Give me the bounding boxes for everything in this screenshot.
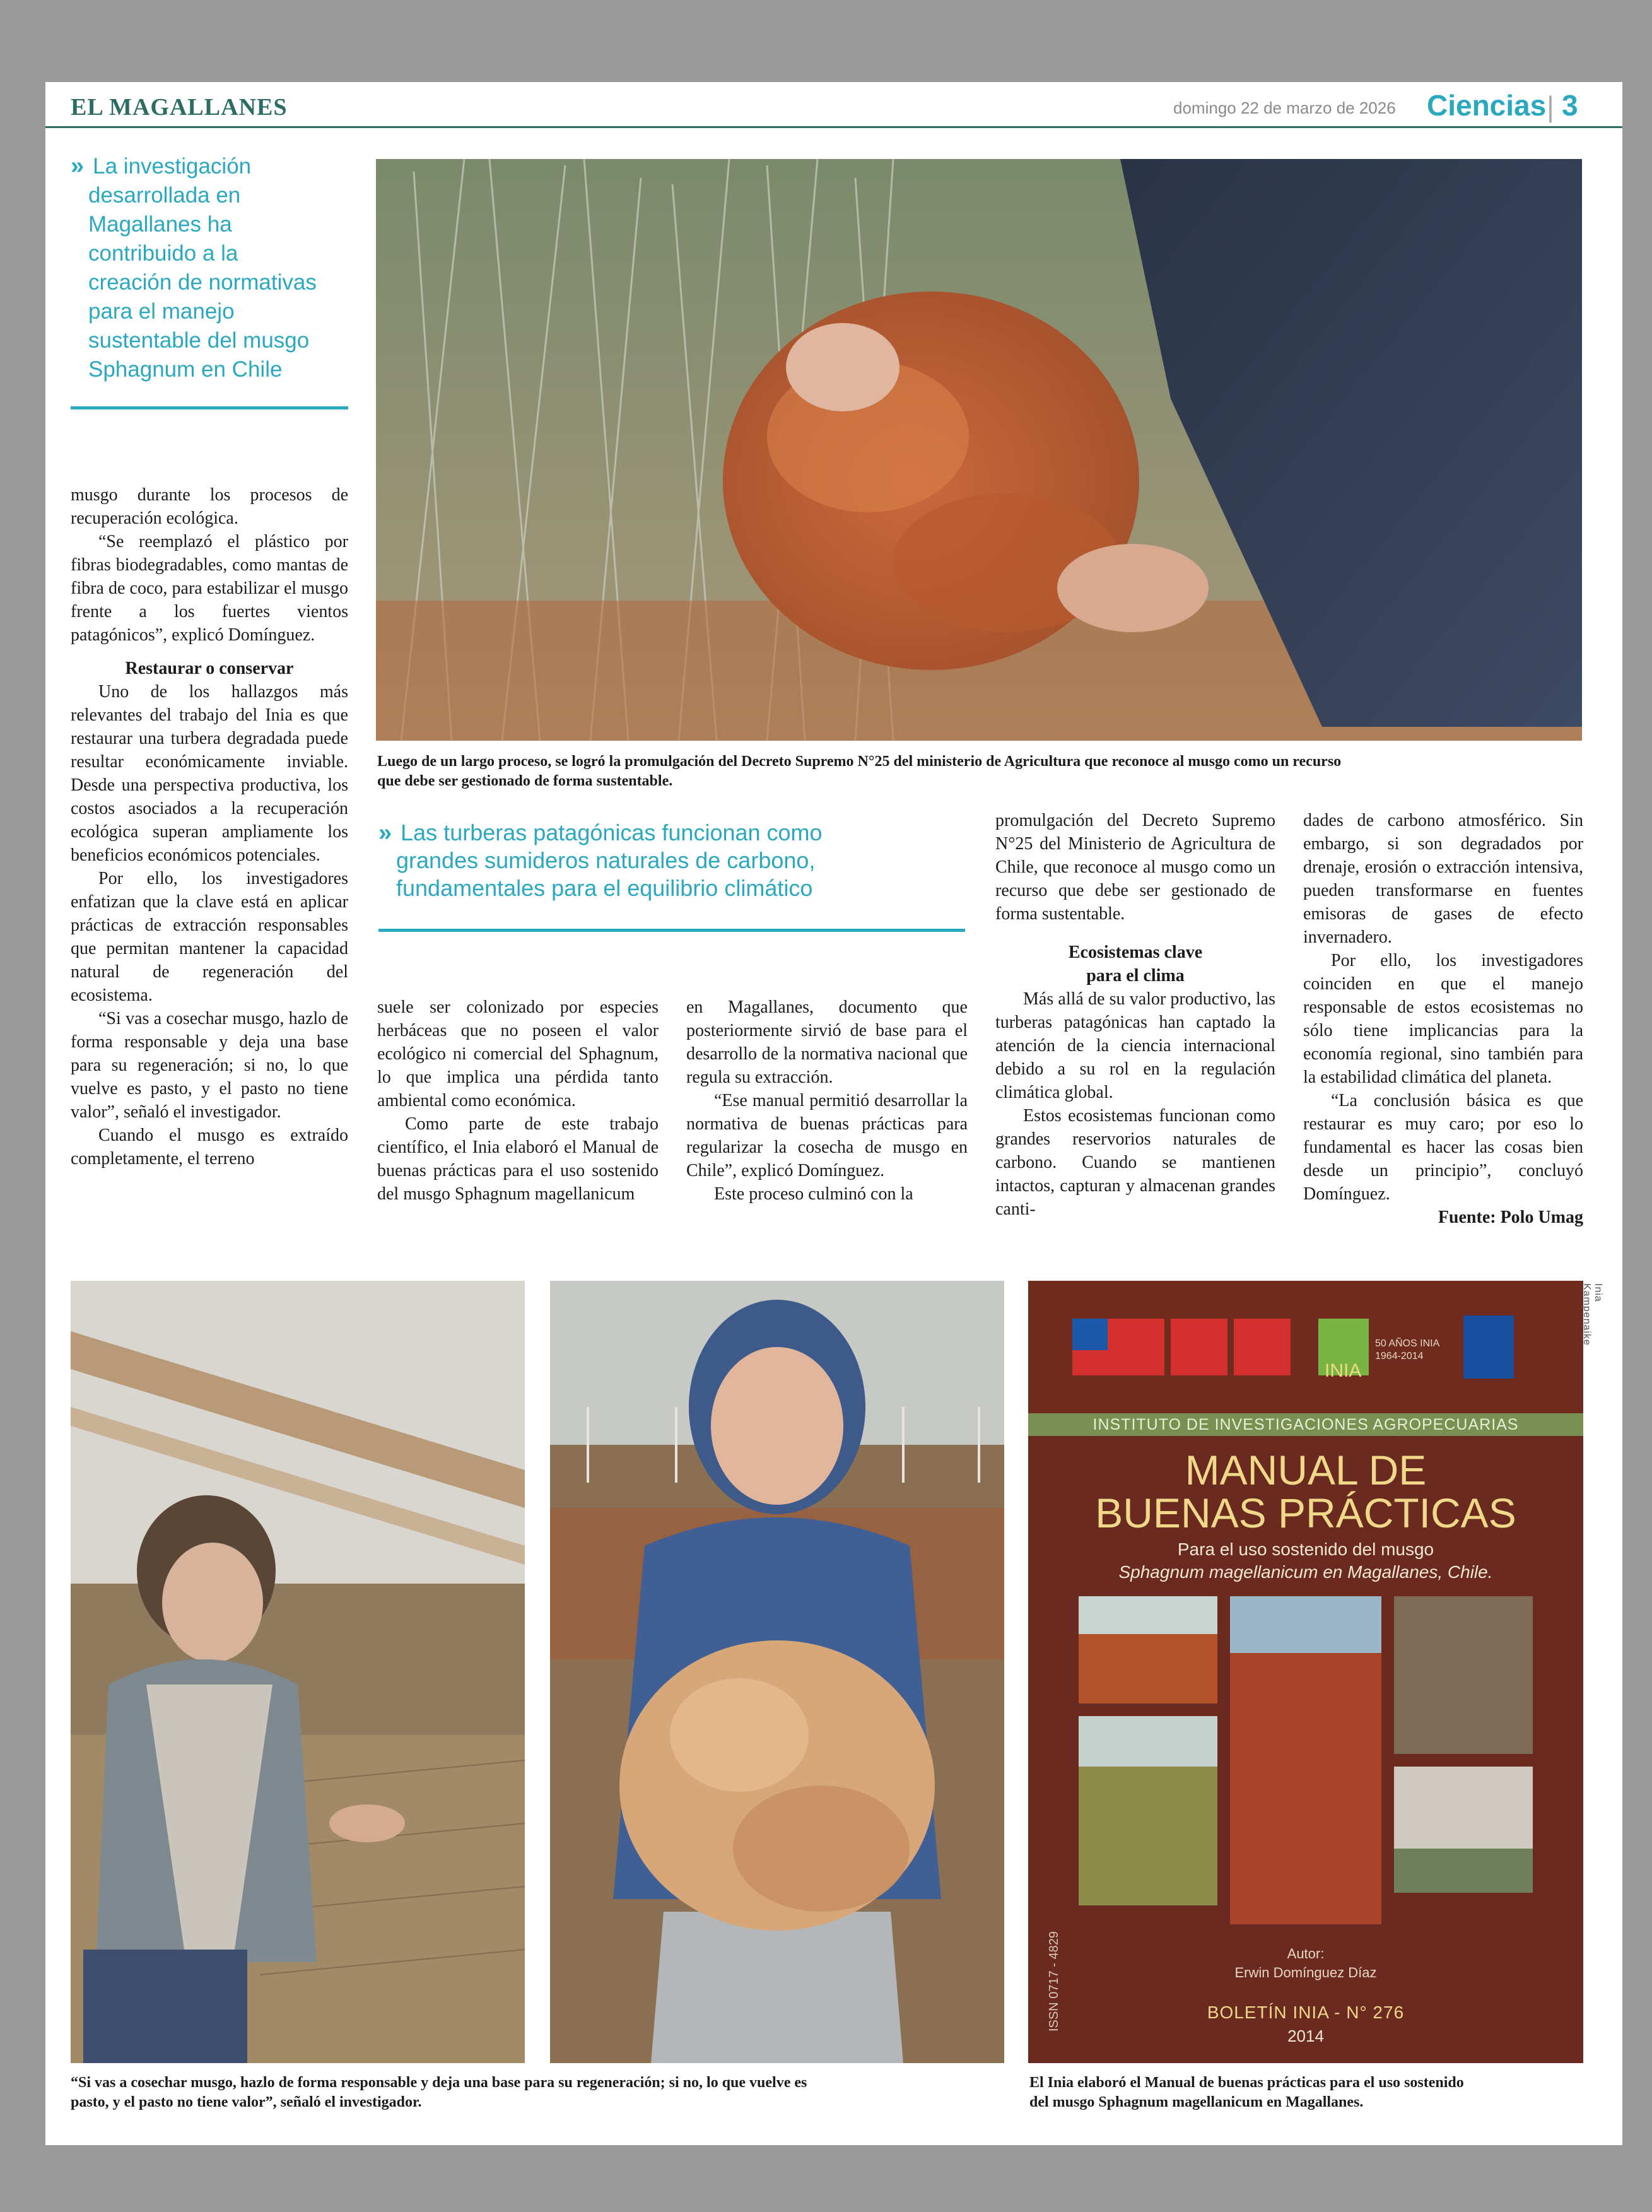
photo-child-holding-moss [550,1281,1004,2063]
header-divider: | [1547,90,1554,123]
pullquote-2-rule [378,929,965,932]
subheading-ecosistemas: para el clima [1086,966,1185,985]
paragraph: Uno de los hallazgos más relevantes del trabajo del Inia es que restaurar una turbera degradada puede resultar económicamente inviable. Desde una perspectiva productiva, los costos asociados a la recuperación ecológica superan ampliamente los beneficios económicos potenciales. [71,682,348,865]
cover-bulletin: BOLETÍN INIA - N° 276 [1207,2003,1405,2022]
caption-manual-cover [1029,2073,1585,2112]
pullquote-line: fundamentales para el equilibrio climático [396,875,813,901]
pullquote-line: Sphagnum en Chile [88,357,283,382]
header-rule [45,126,1622,128]
source-credit: Fuente: Polo Umag [1438,1208,1583,1227]
paragraph: suele ser colonizado por especies herbáceas que no poseen el valor ecológico ni comercial del Sphagnum, lo que implica una pérdida tanto ambiental como económica. [377,997,659,1110]
pullquote-line: desarrollada en [88,183,241,208]
paragraph: dades de carbono atmosférico. Sin embargo, si son degradados por drenaje, erosión o extracción intensiva, pueden transformarse en fuentes emisoras de gases de efecto invernadero. [1303,811,1583,947]
inia-logo-text: INIA [1325,1360,1362,1381]
subheading-restaurar: Restaurar o conservar [125,659,294,678]
anniversary-note: 50 AÑOS INIA 1964-2014 [1375,1338,1439,1362]
manual-cover [1028,1281,1583,2063]
pullquote-line: Las turberas patagónicas funcionan como [401,820,823,845]
pullquote-line: La investigación [93,154,252,179]
paragraph: Por ello, los investigadores coinciden en que el manejo responsable de estos ecosistemas no sólo tiene implicancias para la economía regional, sino también para la estabilidad climática del planeta. [1303,951,1583,1087]
pullquote-line: grandes sumideros naturales de carbono, [396,847,816,873]
cover-subtitle-1: Para el uso sostenido del musgo [1177,1539,1434,1559]
masthead: EL MAGALLANES [71,94,288,121]
paragraph: Como parte de este trabajo científico, el Inia elaboró el Manual de buenas prácticas para el uso sostenido del musgo Sphagnum magellanicum [377,1114,659,1204]
column-2 [377,996,659,1206]
paragraph: Cuando el musgo es extraído completamente, el terreno [71,1126,348,1168]
pullquote-1-rule [71,406,348,409]
column-5 [1303,809,1583,1229]
cover-institute: INSTITUTO DE INVESTIGACIONES AGROPECUARIAS [1028,1413,1583,1436]
paragraph: Más allá de su valor productivo, las turberas patagónicas han captado la atención de la ciencia internacional debido a su rol en la regulación climática global. [995,989,1275,1102]
issue-date: domingo 22 de marzo de 2026 [1173,98,1396,117]
pullquote-2 [378,819,971,902]
caption-line: del musgo Sphagnum magellanicum en Magallanes. [1029,2094,1364,2110]
pullquote-line: para el manejo [88,299,235,324]
photo-credit: Inia Kampenaike [1581,1283,1603,1346]
pullquote-line: creación de normativas [88,270,317,295]
caption-line: que debe ser gestionado de forma sustentable. [377,773,673,789]
caption-line: “Si vas a cosechar musgo, hazlo de forma responsable y deja una base para su regeneración; si no, lo que vuelve es [71,2074,807,2091]
cover-year: 2014 [1287,2027,1324,2045]
caption-top-photo [377,752,1582,791]
caption-woman-photo [71,2073,1004,2112]
cover-issn: ISSN 0717 - 4829 [1047,1931,1061,2032]
paragraph: en Magallanes, documento que posteriormente sirvió de base para el desarrollo de la normativa nacional que regula su extracción. [686,997,968,1087]
paragraph: “Si vas a cosechar musgo, hazlo de forma responsable y deja una base para su regeneración; si no, lo que vuelve es pasto, y el pasto no tiene valor”, señaló el investigador. [71,1009,348,1122]
page-number: 3 [1562,89,1578,122]
column-4 [995,809,1275,1221]
cover-photo-collage [1079,1596,1545,1924]
pullquote-1 [71,151,348,384]
pullquote-line: Magallanes ha [88,212,232,237]
paragraph: “Se reemplazó el plástico por fibras biodegradables, como mantas de fibra de coco, para estabilizar el musgo frente a los fuertes vientos patagónicos”, explicó Domínguez. [71,532,348,645]
paragraph: “Ese manual permitió desarrollar la normativa de buenas prácticas para regularizar la cosecha de musgo en Chile”, explicó Domínguez. [686,1091,968,1180]
pullquote-line: contribuido a la [88,241,238,266]
caption-line: El Inia elaboró el Manual de buenas prácticas para el uso sostenido [1029,2074,1464,2091]
cover-logo-band [1028,1281,1583,1413]
paragraph: promulgación del Decreto Supremo N°25 del Ministerio de Agricultura de Chile, que reconoce al musgo como un recurso que debe ser gestionado de forma sustentable. [995,811,1275,924]
double-chevron-icon: » [378,820,392,846]
section-name: Ciencias [1427,89,1547,122]
photo-woman-drying-moss [71,1281,525,2063]
pullquote-line: sustentable del musgo [88,328,310,353]
cover-subtitle-2: Sphagnum magellanicum en Magallanes, Chile. [1118,1562,1493,1582]
cover-author-label: Autor: [1287,1946,1325,1962]
paragraph: Este proceso culminó con la [714,1184,913,1204]
caption-line: pasto, y el pasto no tiene valor”, señaló el investigador. [71,2094,422,2110]
paragraph: “La conclusión básica es que restaurar es muy caro; por eso lo fundamental es hacer las cosas bien desde un principio”, concluyó Domínguez. [1303,1091,1583,1204]
cover-title-1: MANUAL DE [1185,1447,1427,1493]
subheading-ecosistemas: Ecosistemas clave [1068,943,1203,962]
paragraph: Por ello, los investigadores enfatizan que la clave está en aplicar prácticas de extracción responsables que permitan mantener la capacidad natural de regeneración del ecosistema. [71,869,348,1005]
photo-moss-in-hands [376,159,1582,741]
double-chevron-icon: » [71,153,85,179]
paragraph: Estos ecosistemas funcionan como grandes reservorios naturales de carbono. Cuando se mantienen intactos, capturan y almacenan grandes canti- [995,1106,1275,1219]
caption-line: Luego de un largo proceso, se logró la promulgación del Decreto Supremo N°25 del ministerio de Agricultura que reconoce al musgo como un recurso [377,753,1342,770]
column-3 [686,996,968,1206]
cover-author-name: Erwin Domínguez Díaz [1234,1965,1377,1980]
column-1-top [71,483,348,1170]
cover-title-2: BUENAS PRÁCTICAS [1095,1490,1516,1536]
paragraph: musgo durante los procesos de recuperación ecológica. [71,485,348,528]
